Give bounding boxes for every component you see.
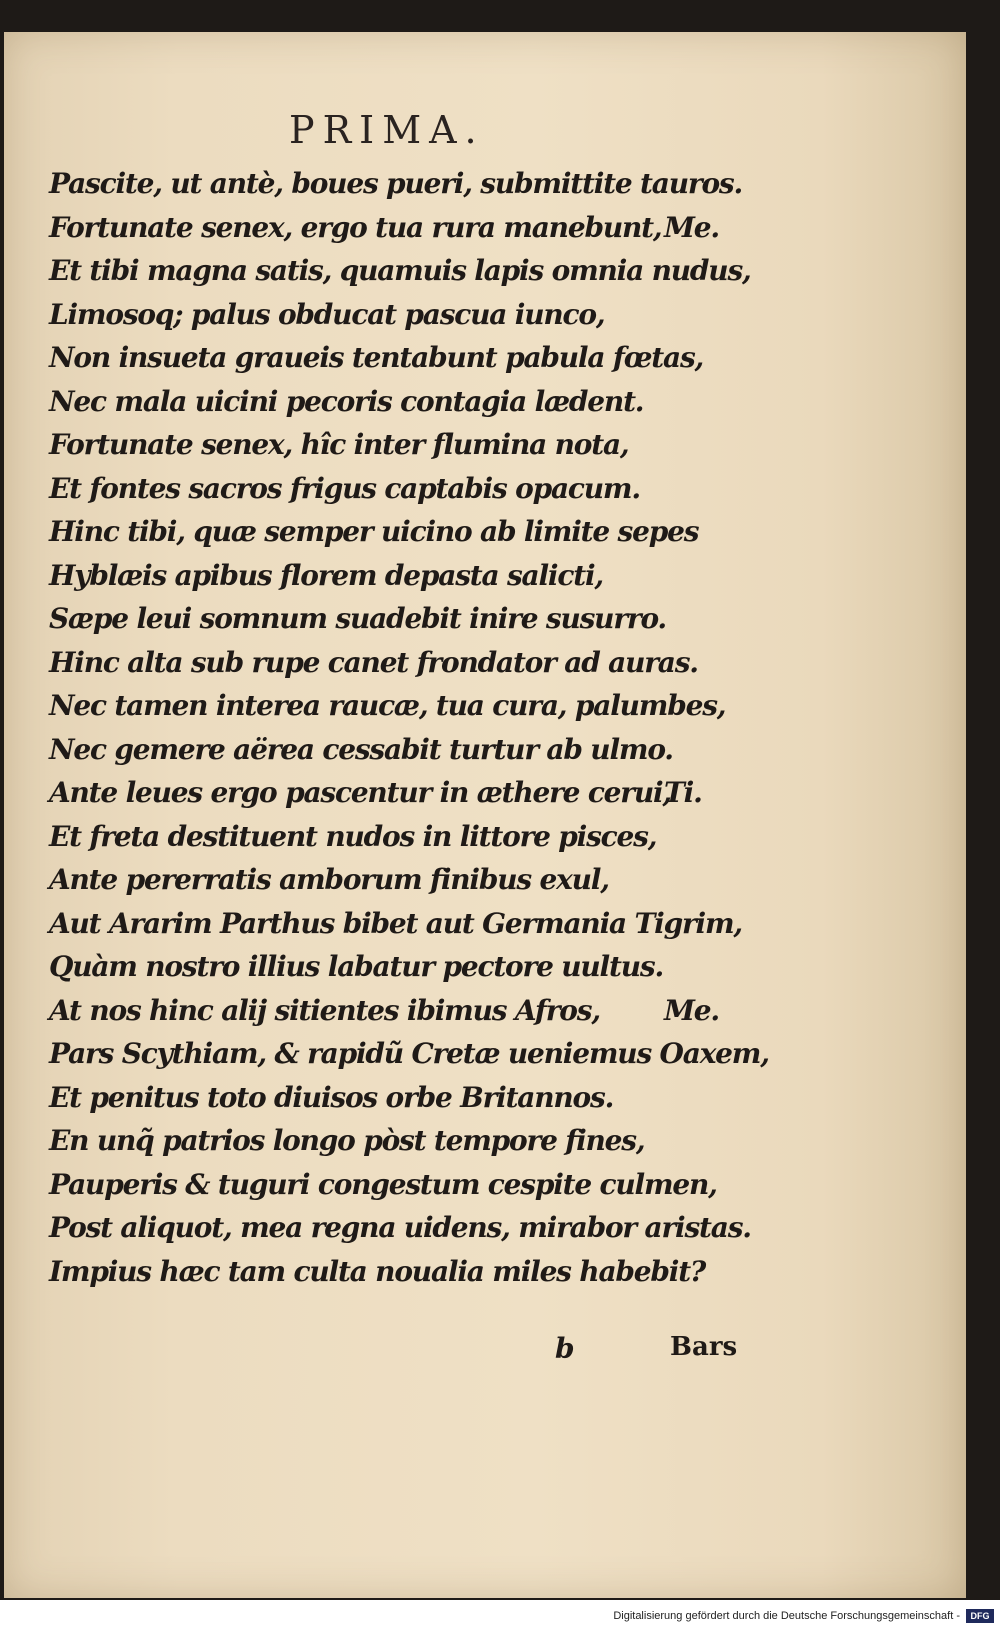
verse-text: Limosoq; palus obducat pascua iunco, [49,297,605,331]
signature-mark: b [555,1332,575,1365]
verse-text: Fortunate senex, ergo tua rura manebunt, [49,210,662,244]
verse-line [49,597,749,641]
verse-line [49,1206,749,1250]
verse-line [49,815,749,859]
verse-line [49,989,749,1033]
speaker-marker: Me. [664,210,719,244]
verse-text: Non insueta graueis tentabunt pabula fœtas, [49,341,704,374]
verse-line [49,1032,769,1076]
verse-line [49,249,749,293]
verse-text: Ante leues ergo pascentur in æthere cerui, [49,776,671,809]
verse-text: Pars Scythiam, & rapidũ Cretæ ueniemus Oaxem, [49,1037,769,1070]
verse-line [49,728,749,772]
verse-text: Nec mala uicini pecoris contagia lædent. [49,384,644,418]
verse-line [49,771,749,815]
verse-line [49,293,749,337]
verse-text: Nec gemere aërea cessabit turtur ab ulmo. [49,732,673,766]
verse-line [49,684,749,728]
verse-line [49,554,749,598]
verse-line [49,1119,749,1163]
verse-line [49,380,749,424]
verse-text: Et freta destituent nudos in littore pisces, [49,819,657,853]
speaker-marker: Me. [664,993,719,1027]
verse-text: Pascite, ut antè, boues pueri, submittite tauros. [49,167,743,200]
verse-line [49,902,749,946]
verse-text: En unq̃ patrios longo pòst tempore fines, [49,1124,645,1157]
verse-line [49,858,749,902]
verse-text: At nos hinc alij sitientes ibimus Afros, [49,993,600,1027]
verse-text: Fortunate senex, hîc inter flumina nota, [49,428,629,461]
verse-line [49,206,749,250]
page-header: PRIMA. [289,108,485,152]
verse-text: Et penitus toto diuisos orbe Britannos. [49,1080,614,1114]
verse-text: Pauperis & tuguri congestum cespite culmen, [49,1167,717,1201]
verse-lines [49,162,769,1293]
verse-text: Nec tamen interea raucæ, tua cura, palumbes, [49,689,726,722]
verse-line [49,1250,749,1294]
verse-line [49,423,749,467]
verse-line [49,641,749,685]
verse-text: Ante pererratis amborum finibus exul, [49,863,609,896]
verse-text: Hinc tibi, quæ semper uicino ab limite sepes [49,515,699,548]
book-page [4,32,966,1598]
footer-credit: Digitalisierung gefördert durch die Deutsche Forschungsgemeinschaft - [613,1610,960,1622]
verse-line [49,1076,749,1120]
verse-text: Quàm nostro illius labatur pectore uultus. [49,950,663,983]
verse-text: Post aliquot, mea regna uidens, mirabor aristas. [49,1211,751,1244]
speaker-marker: Ti. [664,776,702,809]
footer-bar [0,1600,1000,1634]
verse-line [49,467,749,511]
verse-text: Hinc alta sub rupe canet frondator ad auras. [49,645,698,679]
verse-text: Hyblæis apibus florem depasta salicti, [49,558,603,592]
verse-text: Et tibi magna satis, quamuis lapis omnia nudus, [49,254,751,287]
verse-text: Et fontes sacros frigus captabis opacum. [49,471,640,505]
verse-line [49,336,749,380]
verse-line [49,510,749,554]
verse-line [49,945,749,989]
verse-line [49,1163,749,1207]
verse-line [49,162,749,206]
verse-text: Sæpe leui somnum suadebit inire susurro. [49,602,666,635]
verse-text: Impius hæc tam culta noualia miles habebit? [49,1254,706,1288]
verse-text: Aut Ararim Parthus bibet aut Germania Tigrim, [49,906,742,940]
catchword: Bars [670,1332,738,1362]
dfg-logo: DFG [966,1609,994,1623]
